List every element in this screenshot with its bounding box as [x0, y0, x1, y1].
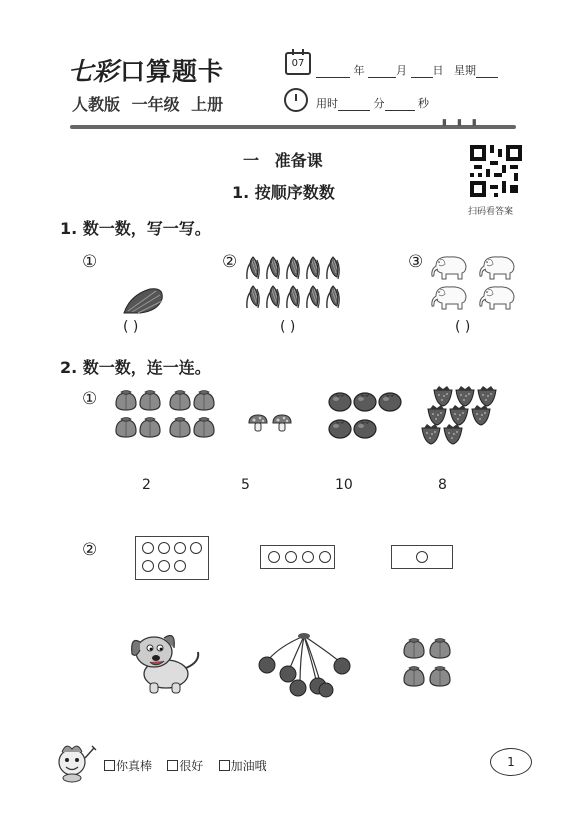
checkbox-great[interactable]: [104, 760, 115, 771]
page-number: 1: [490, 748, 532, 776]
worksheet-title: [68, 52, 224, 88]
dot-box-1[interactable]: [391, 545, 453, 569]
q2-number-1[interactable]: 2: [142, 477, 151, 493]
q2-part2-label: ②: [82, 540, 98, 560]
calendar-day: 07: [291, 58, 305, 69]
q1-item3-label: ③: [408, 252, 424, 272]
dot-box-7[interactable]: [135, 536, 209, 580]
q2-number-2[interactable]: 5: [241, 477, 250, 493]
q2-number-3[interactable]: 10: [335, 477, 353, 493]
time-used-label: 用时: [316, 97, 338, 110]
calendar-icon: [285, 52, 311, 75]
cherry-icon: [250, 628, 358, 700]
q1-item2-answer[interactable]: ( ): [280, 319, 296, 335]
tomato-icon: [326, 388, 406, 442]
mascot-icon: [52, 740, 100, 784]
q1-item3-answer[interactable]: ( ): [455, 319, 471, 335]
time-second-label: 秒: [418, 97, 429, 110]
peach-group-icon: [402, 636, 454, 692]
option-good-label: 很好: [179, 759, 204, 773]
checkbox-good[interactable]: [167, 760, 178, 771]
q1-item1-label: ①: [82, 252, 98, 272]
qr-code[interactable]: [470, 145, 522, 197]
brand-logo: 七彩: [68, 57, 119, 86]
q1-item1-answer[interactable]: ( ): [123, 319, 139, 335]
checkbox-keep-going[interactable]: [219, 760, 230, 771]
time-minute-label: 分: [373, 97, 385, 110]
lesson-title: 1. 按顺序数数: [232, 183, 335, 202]
date-weekday-label: 星期: [454, 64, 476, 77]
mushroom-icon: [246, 410, 294, 438]
title-text: 口算题卡: [120, 57, 225, 86]
option-good[interactable]: [167, 759, 203, 773]
question-1-title: 1. 数一数，写一写。: [60, 219, 211, 238]
option-keep-going[interactable]: [219, 759, 267, 773]
corn-icon: [244, 252, 348, 312]
date-day-label: 日: [432, 64, 444, 77]
date-month-label: 月: [396, 64, 407, 77]
date-year-label: 年: [353, 64, 365, 77]
peach-icon: [114, 388, 220, 442]
edition-label: 人教版 一年级 上册: [72, 95, 224, 114]
q2-part1-label: ①: [82, 389, 98, 409]
time-line: [316, 95, 429, 111]
option-great[interactable]: [104, 759, 152, 773]
pins-decoration: ▮▮▮: [442, 118, 487, 128]
wheat-icon: [120, 285, 166, 315]
strawberry-icon: [418, 386, 504, 446]
clock-icon: [284, 88, 308, 112]
date-line: [316, 62, 498, 78]
question-2-title: 2. 数一数，连一连。: [60, 358, 211, 377]
dot-box-4[interactable]: [260, 545, 335, 569]
option-great-label: 你真棒: [116, 759, 153, 773]
q2-number-4[interactable]: 8: [438, 477, 447, 493]
qr-caption: 扫码看答案: [468, 207, 514, 217]
elephant-icon: [428, 252, 524, 314]
q1-item2-label: ②: [222, 252, 238, 272]
feedback-options: [104, 757, 267, 774]
option-keep-going-label: 加油哦: [230, 759, 267, 773]
chapter-title: 一 准备课: [243, 151, 323, 170]
dog-icon: [128, 628, 208, 696]
